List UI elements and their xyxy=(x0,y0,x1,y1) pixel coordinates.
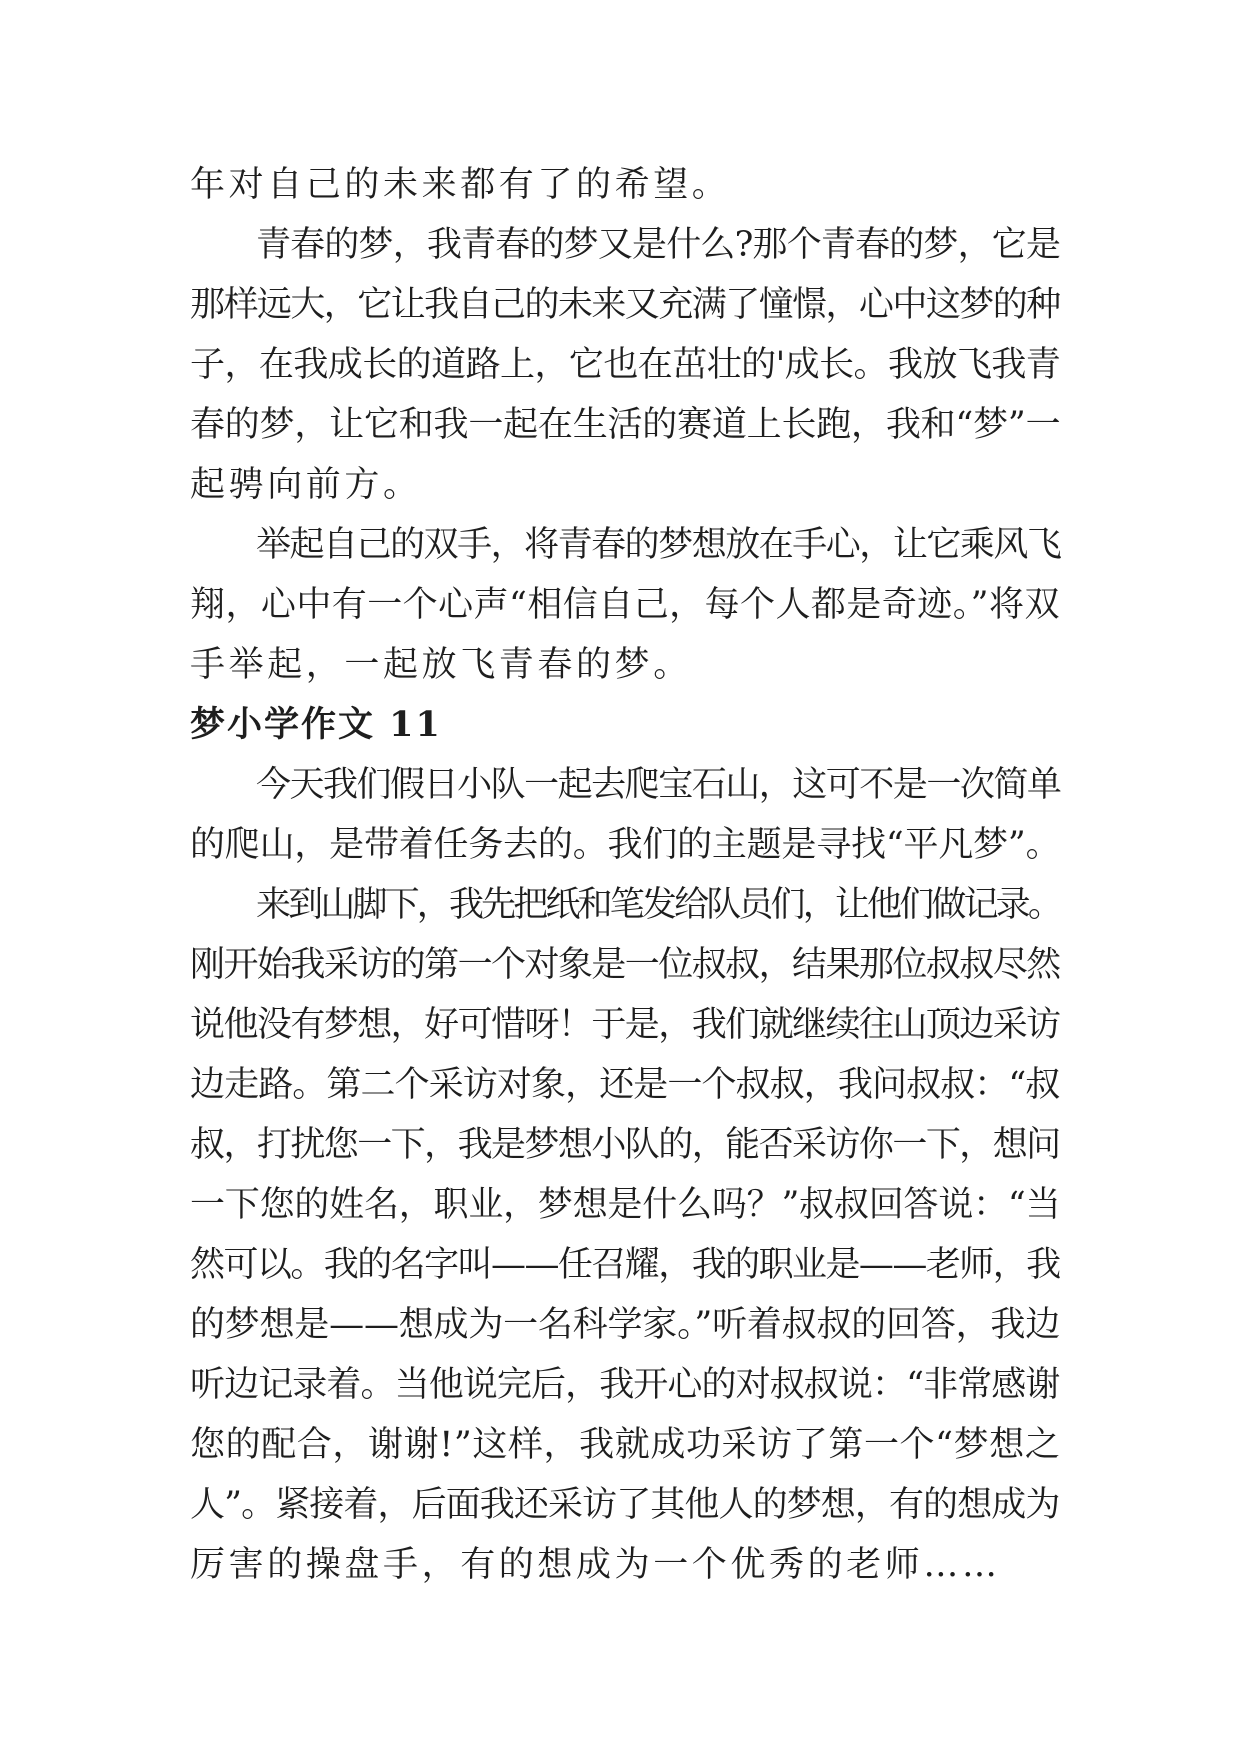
text-line: 人”。紧接着，后面我还采访了其他人的梦想，有的想成为 xyxy=(190,1485,1060,1525)
paragraph-2 xyxy=(190,215,1060,515)
text-line: 的梦想是——想成为一名科学家。”听着叔叔的回答，我边 xyxy=(190,1305,1060,1345)
text-line: 今天我们假日小队一起去爬宝石山，这可不是一次简单 xyxy=(256,765,1061,805)
text-line: 青春的梦，我青春的梦又是什么?那个青春的梦，它是 xyxy=(256,225,1061,265)
paragraph-3 xyxy=(190,515,1060,695)
text-line: 听边记录着。当他说完后，我开心的对叔叔说：“非常感谢 xyxy=(190,1365,1060,1405)
section-heading: 梦小学作文 11 xyxy=(190,704,442,745)
text-line: 边走路。第二个采访对象，还是一个叔叔，我问叔叔：“叔 xyxy=(190,1065,1060,1105)
text-line: 刚开始我采访的第一个对象是一位叔叔，结果那位叔叔尽然 xyxy=(190,945,1060,985)
text-line: 翔，心中有一个心声“相信自己，每个人都是奇迹。”将双 xyxy=(190,585,1060,625)
paragraph-5 xyxy=(190,875,1060,1595)
text-line: 您的配合，谢谢!”这样，我就成功采访了第一个“梦想之 xyxy=(190,1425,1061,1465)
text-line: 子，在我成长的道路上，它也在茁壮的'成长。我放飞我青 xyxy=(190,345,1061,385)
text-line: 一下您的姓名，职业，梦想是什么吗？”叔叔回答说：“当 xyxy=(190,1185,1061,1225)
text-line: 年对自己的未来都有了的希望。 xyxy=(190,165,731,205)
paragraph-1 xyxy=(190,155,1060,215)
text-line: 厉害的操盘手，有的想成为一个优秀的老师…… xyxy=(190,1545,1001,1585)
text-line: 春的梦，让它和我一起在生活的赛道上长跑，我和“梦”一 xyxy=(190,405,1061,445)
text-line: 叔，打扰您一下，我是梦想小队的，能否采访你一下，想问 xyxy=(190,1125,1060,1165)
text-line: 起骋向前方。 xyxy=(190,465,422,505)
paragraph-4 xyxy=(190,755,1060,875)
text-line: 那样远大，它让我自己的未来又充满了憧憬，心中这梦的种 xyxy=(190,285,1060,325)
text-line: 举起自己的双手，将青春的梦想放在手心，让它乘风飞 xyxy=(256,525,1061,565)
text-line: 手举起，一起放飞青春的梦。 xyxy=(190,645,692,685)
document-body xyxy=(190,155,1060,1595)
text-line: 然可以。我的名字叫——任召耀，我的职业是——老师，我 xyxy=(190,1245,1060,1285)
text-line: 的爬山，是带着任务去的。我们的主题是寻找“平凡梦”。 xyxy=(190,825,1061,865)
text-line: 来到山脚下，我先把纸和笔发给队员们，让他们做记录。 xyxy=(256,885,1061,925)
text-line: 说他没有梦想，好可惜呀！于是，我们就继续往山顶边采访 xyxy=(190,1005,1060,1045)
